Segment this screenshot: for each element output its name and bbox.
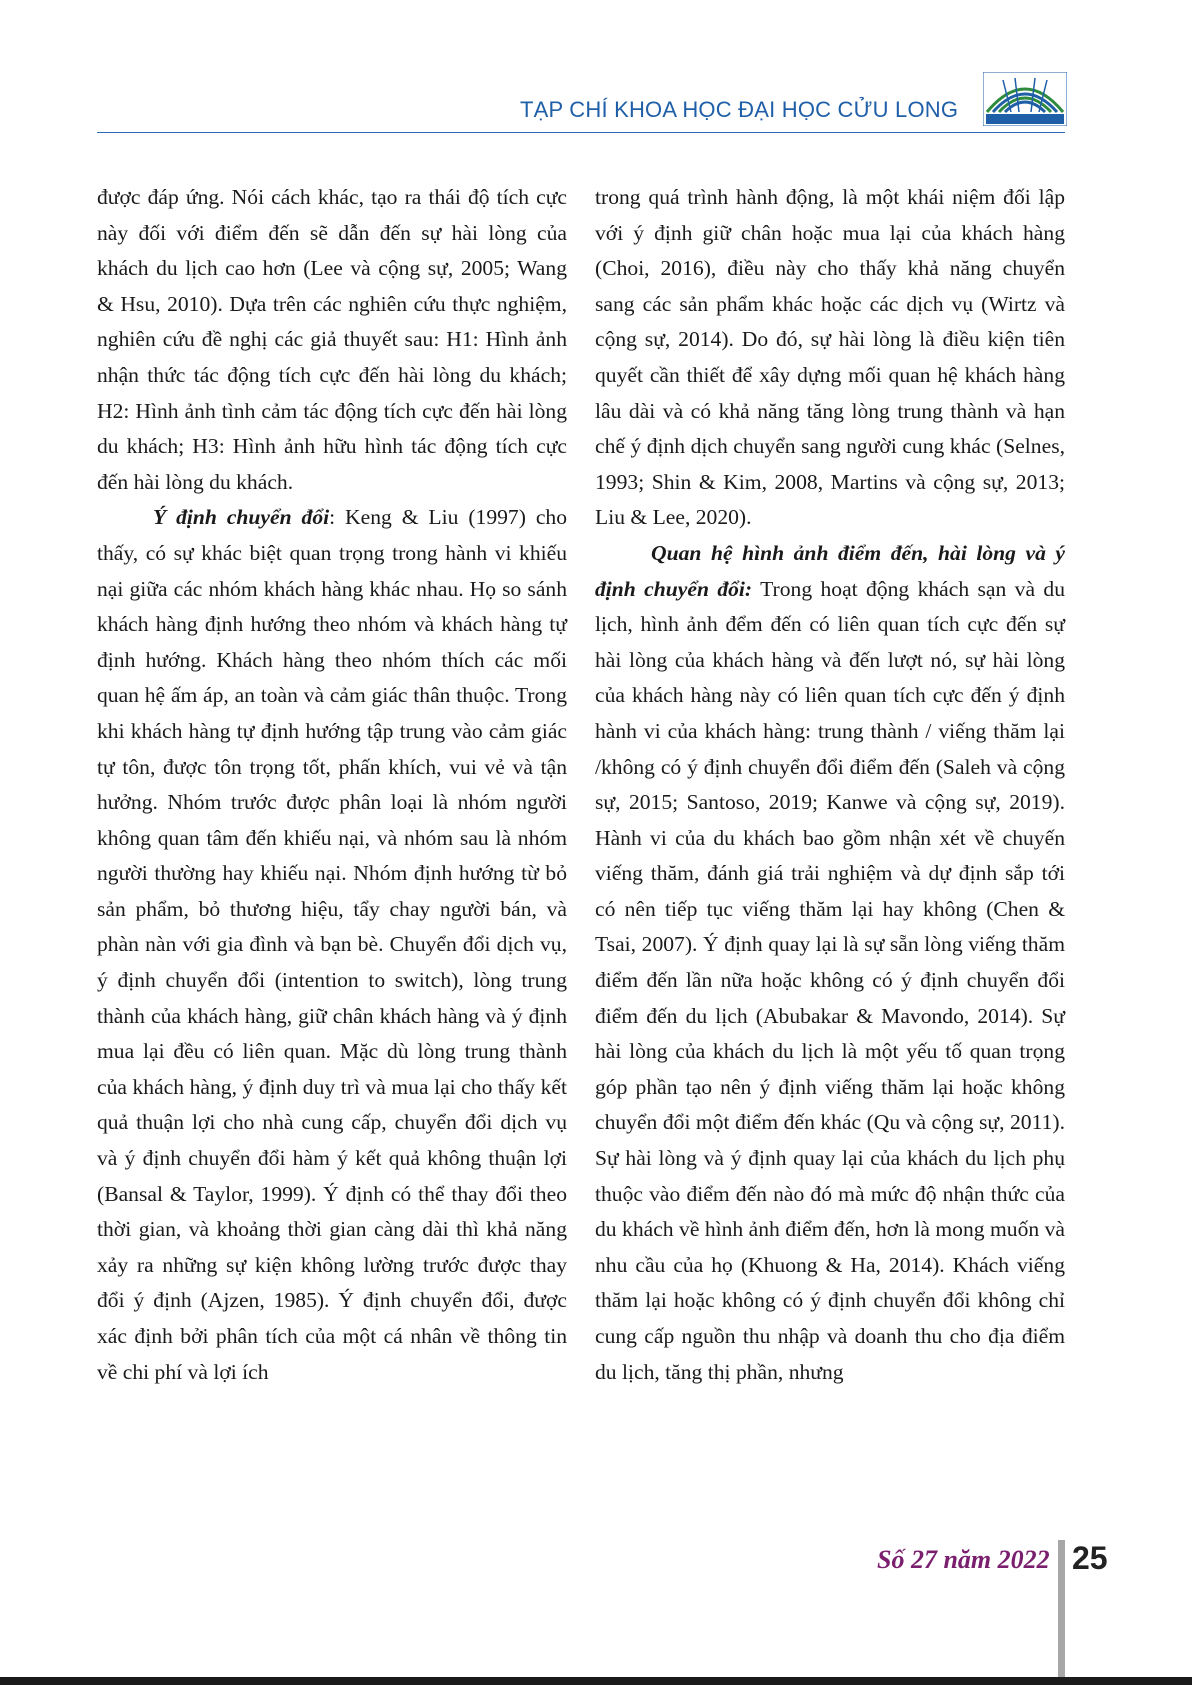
section-heading-switch-intention: Ý định chuyển đổi: [153, 505, 330, 530]
issue-label: Số 27 năm 2022: [877, 1545, 1050, 1574]
right-column: [595, 180, 1065, 1390]
university-logo: [983, 72, 1067, 126]
left-paragraph-1: được đáp ứng. Nói cách khác, tạo ra thái độ tích cực này đối với điểm đến sẽ dẫn đến sự hài lòng của khách du lịch cao hơn (Lee và cộng sự, 2005; Wang & Hsu, 2010). Dựa trên các nghiên cứu thực nghiệm, nghiên cứu đề nghị các giả thuyết sau: H1: Hình ảnh nhận thức tác động tích cực đến hài lòng du khách; H2: Hình ảnh tình cảm tác động tích cực đến hài lòng du khách; H3: Hình ảnh hữu hình tác động tích cực đến hài lòng du khách.: [97, 185, 567, 494]
bottom-border: [0, 1677, 1192, 1685]
right-paragraph-2-body: Trong hoạt động khách sạn và du lịch, hình ảnh đểm đến có liên quan tích cực đến sự hài lòng của khách hàng và đến lượt nó, sự hài lòng của khách hàng này có liên quan tích cực đến ý định hành vi của khách hàng: trung thành / viếng thăm lại /không có ý định chuyển đổi điểm đến (Saleh và cộng sự, 2015; Santoso, 2019; Kanwe và cộng sự, 2019). Hành vi của du khách bao gồm nhận xét về chuyến viếng thăm, đánh giá trải nghiệm và dự định sắp tới có nên tiếp tục viếng thăm lại hay không (Chen & Tsai, 2007). Ý định quay lại là sự sẵn lòng viếng thăm điểm đến lần nữa hoặc không có ý định chuyển đổi điểm đến du lịch (Abubakar & Mavondo, 2014). Sự hài lòng của khách du lịch là một yếu tố quan trọng góp phần tạo nên ý định viếng thăm lại hoặc không chuyển đổi một điểm đến khác (Qu và cộng sự, 2011). Sự hài lòng và ý định quay lại của khách du lịch phụ thuộc vào điểm đến nào đó mà mức độ nhận thức của du khách về hình ảnh điểm đến, hơn là mong muốn và nhu cầu của họ (Khuong & Ha, 2014). Khách viếng thăm lại hoặc không có ý định chuyển đổi không chỉ cung cấp nguồn thu nhập và doanh thu cho địa điểm du lịch, tăng thị phần, nhưng: [595, 576, 1065, 1384]
header-divider: [97, 132, 1065, 133]
left-column: [97, 180, 567, 1390]
left-paragraph-2-body: : Keng & Liu (1997) cho thấy, có sự khác biệt quan trọng trong hành vi khiếu nại giữa các nhóm khách hàng khác nhau. Họ so sánh khách hàng định hướng theo nhóm và khách hàng tự định hướng. Khách hàng theo nhóm thích các mối quan hệ ấm áp, an toàn và cảm giác thân thuộc. Trong khi khách hàng tự định hướng tập trung vào cảm giác tự tôn, được tôn trọng tốt, phấn khích, vui vẻ và tận hưởng. Nhóm trước được phân loại là nhóm người không quan tâm đến khiếu nại, và nhóm sau là nhóm người thường hay khiếu nại. Nhóm định hướng từ bỏ sản phẩm, bỏ thương hiệu, tẩy chay người bán, và phàn nàn với gia đình và bạn bè. Chuyển đổi dịch vụ, ý định chuyển đổi (intention to switch), lòng trung thành của khách hàng, giữ chân khách hàng và ý định mua lại đều có liên quan. Mặc dù lòng trung thành của khách hàng, ý định duy trì và mua lại cho thấy kết quả thuận lợi cho nhà cung cấp, chuyển đổi dịch vụ và ý định chuyển đổi hàm ý kết quả không thuận lợi (Bansal & Taylor, 1999). Ý định có thể thay đổi theo thời gian, và khoảng thời gian càng dài thì khả năng xảy ra những sự kiện không lường trước được thay đổi ý định (Ajzen, 1985). Ý định chuyển đổi, được xác định bởi phân tích của một cá nhân về thông tin về chi phí và lợi ích: [97, 505, 567, 1384]
journal-title: TẠP CHÍ KHOA HỌC ĐẠI HỌC CỬU LONG: [520, 97, 959, 122]
right-paragraph-1: trong quá trình hành động, là một khái niệm đối lập với ý định giữ chân hoặc mua lại của khách hàng (Choi, 2016), điều này cho thấy khả năng chuyển sang các sản phẩm khác hoặc các dịch vụ (Wirtz và cộng sự, 2014). Do đó, sự hài lòng là điều kiện tiên quyết cần thiết để xây dựng mối quan hệ khách hàng lâu dài và có khả năng tăng lòng trung thành và hạn chế ý định dịch chuyển sang người cung khác (Selnes, 1993; Shin & Kim, 2008, Martins và cộng sự, 2013; Liu & Lee, 2020).: [595, 185, 1065, 530]
footer-divider-bar: [1058, 1540, 1065, 1685]
left-paragraph-2: [97, 500, 567, 1390]
section-heading-relationship: Quan hệ hình ảnh điểm đến, hài lòng và ý định chuyển đổi:: [595, 540, 1065, 601]
right-paragraph-2: [595, 536, 1065, 1390]
page-number: 25: [1072, 1540, 1108, 1576]
